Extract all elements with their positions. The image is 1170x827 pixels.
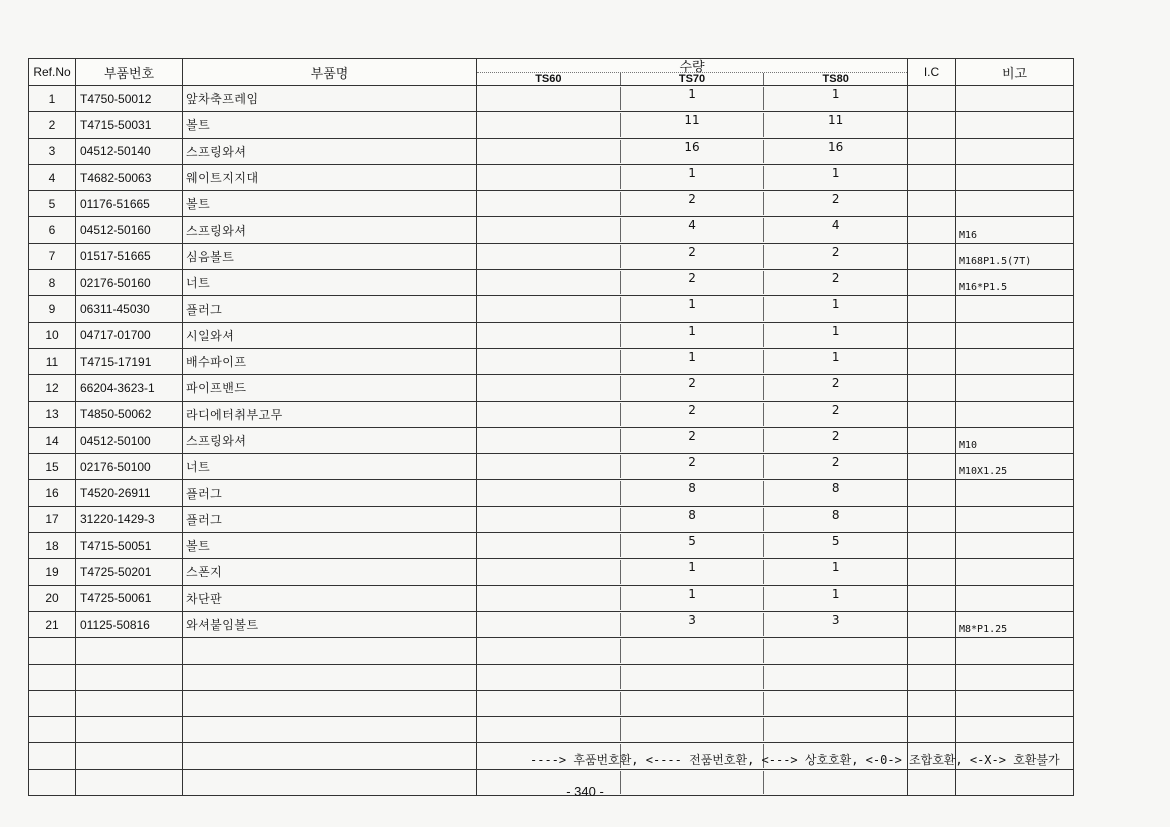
- quantity-columns: [477, 297, 907, 320]
- qty-ts80: 2: [831, 244, 840, 259]
- qty-ts80: 5: [831, 534, 840, 549]
- table-row: [29, 86, 1074, 112]
- note-cell: [956, 559, 1074, 585]
- part-name-cell: 파이프밴드: [183, 375, 477, 401]
- ic-cell: [908, 638, 956, 664]
- quantity-cell: [477, 348, 908, 374]
- part-number-cell: T4682-50063: [76, 164, 183, 190]
- table-row: [29, 112, 1074, 138]
- part-name-cell: 스폰지: [183, 559, 477, 585]
- qty-ts70: 2: [621, 192, 765, 215]
- qty-ts80: 2: [831, 455, 840, 470]
- note-cell: M8*P1.25: [956, 611, 1074, 637]
- page-number: - 340 -: [566, 784, 604, 799]
- ic-cell: [908, 270, 956, 296]
- qty-ts80: [764, 666, 907, 689]
- part-name-cell: [183, 690, 477, 716]
- header-model-columns: [477, 72, 907, 85]
- ref-no-cell: 17: [29, 506, 76, 532]
- ic-cell: [908, 243, 956, 269]
- quantity-cell: [477, 454, 908, 480]
- header-model-ts60: TS60: [477, 73, 621, 85]
- header-model-ts80: TS80: [822, 73, 849, 85]
- qty-ts80: 1: [831, 586, 840, 601]
- header-note: 비고: [956, 59, 1074, 86]
- qty-ts80: 8: [831, 481, 840, 496]
- quantity-cell: [477, 243, 908, 269]
- qty-ts80: 11: [828, 113, 844, 128]
- part-number-cell: [76, 638, 183, 664]
- quantity-columns: [477, 403, 907, 426]
- table-row: [29, 427, 1074, 453]
- part-number-cell: T4715-50031: [76, 112, 183, 138]
- ic-cell: [908, 217, 956, 243]
- qty-ts60: [477, 297, 621, 320]
- ref-no-cell: 19: [29, 559, 76, 585]
- qty-ts80: 1: [831, 165, 840, 180]
- ref-no-cell: 6: [29, 217, 76, 243]
- quantity-cell: [477, 270, 908, 296]
- qty-ts80: 2: [831, 428, 840, 443]
- part-number-cell: T4715-17191: [76, 348, 183, 374]
- part-number-cell: 02176-50160: [76, 270, 183, 296]
- part-number-cell: 66204-3623-1: [76, 375, 183, 401]
- quantity-columns: [477, 113, 907, 136]
- part-number-cell: 31220-1429-3: [76, 506, 183, 532]
- quantity-cell: [477, 164, 908, 190]
- qty-ts60: [477, 455, 621, 478]
- part-name-cell: 와셔붙임볼트: [183, 611, 477, 637]
- qty-ts60: [477, 403, 621, 426]
- note-cell: [956, 480, 1074, 506]
- qty-ts80: 1: [831, 297, 840, 312]
- qty-ts80: 3: [831, 612, 840, 627]
- part-name-cell: 차단판: [183, 585, 477, 611]
- quantity-cell: [477, 611, 908, 637]
- ic-cell: [908, 191, 956, 217]
- quantity-cell: [477, 375, 908, 401]
- quantity-columns: [477, 429, 907, 452]
- note-cell: [956, 86, 1074, 112]
- part-name-cell: 너트: [183, 270, 477, 296]
- ic-cell: [908, 401, 956, 427]
- qty-ts60: [477, 192, 621, 215]
- part-number-cell: [76, 690, 183, 716]
- qty-ts70: [621, 639, 765, 662]
- note-cell: [956, 717, 1074, 743]
- table-row: [29, 296, 1074, 322]
- part-number-cell: 04717-01700: [76, 322, 183, 348]
- ref-no-cell: 9: [29, 296, 76, 322]
- ic-cell: [908, 533, 956, 559]
- quantity-columns: [477, 508, 907, 531]
- ic-cell: [908, 454, 956, 480]
- ic-cell: [908, 86, 956, 112]
- quantity-columns: [477, 481, 907, 504]
- qty-ts80: 1: [831, 323, 840, 338]
- part-name-cell: 스프링와셔: [183, 427, 477, 453]
- ic-cell: [908, 375, 956, 401]
- qty-ts70: [621, 692, 765, 715]
- qty-ts70: 1: [621, 324, 765, 347]
- ref-no-cell: [29, 690, 76, 716]
- quantity-columns: [477, 587, 907, 610]
- ic-cell: [908, 427, 956, 453]
- qty-ts70: 4: [621, 218, 765, 241]
- quantity-cell: [477, 86, 908, 112]
- quantity-columns: [477, 87, 907, 110]
- table-header-row: [29, 59, 1074, 86]
- ref-no-cell: 12: [29, 375, 76, 401]
- ic-cell: [908, 559, 956, 585]
- quantity-columns: [477, 192, 907, 215]
- part-name-cell: [183, 717, 477, 743]
- quantity-cell: [477, 401, 908, 427]
- quantity-columns: [477, 560, 907, 583]
- qty-ts60: [477, 481, 621, 504]
- note-cell: [956, 375, 1074, 401]
- qty-ts60: [477, 140, 621, 163]
- quantity-columns: [477, 376, 907, 399]
- table-row: [29, 638, 1074, 664]
- qty-ts80: 1: [831, 560, 840, 575]
- header-ref-no: Ref.No: [29, 59, 76, 86]
- note-cell: [956, 401, 1074, 427]
- qty-ts70: 3: [621, 613, 765, 636]
- ic-cell: [908, 112, 956, 138]
- part-number-cell: 06311-45030: [76, 296, 183, 322]
- part-number-cell: T4750-50012: [76, 86, 183, 112]
- part-number-cell: 01176-51665: [76, 191, 183, 217]
- part-number-cell: 04512-50100: [76, 427, 183, 453]
- qty-ts70: 11: [621, 113, 765, 136]
- qty-ts70: 1: [621, 350, 765, 373]
- ref-no-cell: 21: [29, 611, 76, 637]
- table-row: [29, 585, 1074, 611]
- qty-ts70: 1: [621, 297, 765, 320]
- qty-ts60: [477, 271, 621, 294]
- note-cell: M168P1.5(7T): [956, 243, 1074, 269]
- ic-cell: [908, 480, 956, 506]
- qty-ts60: [477, 692, 621, 715]
- qty-ts60: [477, 613, 621, 636]
- note-cell: [956, 533, 1074, 559]
- ref-no-cell: 16: [29, 480, 76, 506]
- quantity-cell: [477, 559, 908, 585]
- qty-ts70: 2: [621, 376, 765, 399]
- ref-no-cell: 13: [29, 401, 76, 427]
- qty-ts80: 1: [831, 87, 840, 101]
- table-row: [29, 690, 1074, 716]
- quantity-columns: [477, 666, 907, 689]
- table-row: [29, 664, 1074, 690]
- qty-ts60: [477, 218, 621, 241]
- qty-ts70: 8: [621, 508, 765, 531]
- table-row: [29, 506, 1074, 532]
- quantity-cell: [477, 191, 908, 217]
- qty-ts60: [477, 639, 621, 662]
- table-row: [29, 164, 1074, 190]
- quantity-columns: [477, 166, 907, 189]
- ref-no-cell: 4: [29, 164, 76, 190]
- quantity-cell: [477, 533, 908, 559]
- part-name-cell: 심음볼트: [183, 243, 477, 269]
- ref-no-cell: 3: [29, 138, 76, 164]
- ref-no-cell: 8: [29, 270, 76, 296]
- table-row: [29, 559, 1074, 585]
- part-number-cell: [76, 717, 183, 743]
- table-row: [29, 217, 1074, 243]
- part-number-cell: T4850-50062: [76, 401, 183, 427]
- note-cell: [956, 664, 1074, 690]
- part-name-cell: [183, 638, 477, 664]
- qty-ts80: 16: [828, 139, 844, 154]
- table-row: [29, 270, 1074, 296]
- qty-ts70: 2: [621, 455, 765, 478]
- qty-ts80: 4: [831, 218, 840, 233]
- ic-cell: [908, 322, 956, 348]
- qty-ts70: 2: [621, 429, 765, 452]
- table-row: [29, 401, 1074, 427]
- qty-ts70: [621, 718, 765, 741]
- note-cell: [956, 690, 1074, 716]
- qty-ts60: [477, 587, 621, 610]
- qty-ts70: 16: [621, 140, 765, 163]
- ic-cell: [908, 296, 956, 322]
- part-name-cell: 웨이트지지대: [183, 164, 477, 190]
- ref-no-cell: [29, 743, 76, 769]
- quantity-cell: [477, 322, 908, 348]
- ref-no-cell: 5: [29, 191, 76, 217]
- ic-cell: [908, 138, 956, 164]
- quantity-columns: [477, 218, 907, 241]
- qty-ts60: [477, 508, 621, 531]
- qty-ts60: [477, 350, 621, 373]
- quantity-columns: [477, 718, 907, 741]
- ref-no-cell: 10: [29, 322, 76, 348]
- header-model-ts70: TS70: [621, 73, 765, 85]
- ref-no-cell: 2: [29, 112, 76, 138]
- qty-ts60: [477, 376, 621, 399]
- qty-ts60: [477, 87, 621, 110]
- qty-ts60: [477, 534, 621, 557]
- qty-ts60: [477, 666, 621, 689]
- table-row: [29, 480, 1074, 506]
- part-number-cell: 01517-51665: [76, 243, 183, 269]
- table-row: [29, 375, 1074, 401]
- part-name-cell: [183, 743, 477, 769]
- quantity-cell: [477, 638, 908, 664]
- qty-ts80: 8: [831, 507, 840, 522]
- ic-cell: [908, 611, 956, 637]
- ref-no-cell: 20: [29, 585, 76, 611]
- part-number-cell: T4725-50201: [76, 559, 183, 585]
- ic-cell: [908, 164, 956, 190]
- qty-ts60: [477, 113, 621, 136]
- part-name-cell: [183, 664, 477, 690]
- table-row: [29, 533, 1074, 559]
- qty-ts70: 2: [621, 271, 765, 294]
- part-name-cell: 라디에터취부고무: [183, 401, 477, 427]
- ref-no-cell: [29, 638, 76, 664]
- part-number-cell: 02176-50100: [76, 454, 183, 480]
- qty-ts70: 5: [621, 534, 765, 557]
- interchangeability-legend: ----> 후품번호환, <---- 전품번호환, <---> 상호호환, <-0-> 조합호환, <-X-> 호환불가: [530, 753, 1060, 767]
- quantity-cell: [477, 717, 908, 743]
- qty-ts80: [764, 692, 907, 715]
- table-row: [29, 322, 1074, 348]
- ref-no-cell: 11: [29, 348, 76, 374]
- ref-no-cell: 7: [29, 243, 76, 269]
- ic-cell: [908, 664, 956, 690]
- part-number-cell: T4520-26911: [76, 480, 183, 506]
- ic-cell: [908, 348, 956, 374]
- part-name-cell: 배수파이프: [183, 348, 477, 374]
- part-number-cell: T4715-50051: [76, 533, 183, 559]
- ic-cell: [908, 717, 956, 743]
- quantity-cell: [477, 138, 908, 164]
- ref-no-cell: 18: [29, 533, 76, 559]
- qty-ts60: [477, 166, 621, 189]
- quantity-columns: [477, 613, 907, 636]
- quantity-columns: [477, 324, 907, 347]
- quantity-columns: [477, 245, 907, 268]
- header-quantity-label: 수량: [679, 60, 705, 75]
- part-name-cell: 볼트: [183, 191, 477, 217]
- table-row: [29, 138, 1074, 164]
- qty-ts70: 1: [621, 166, 765, 189]
- table-row: [29, 717, 1074, 743]
- note-cell: M10X1.25: [956, 454, 1074, 480]
- part-name-cell: 스프링와셔: [183, 138, 477, 164]
- part-name-cell: 시일와셔: [183, 322, 477, 348]
- table-row: [29, 243, 1074, 269]
- quantity-cell: [477, 217, 908, 243]
- note-cell: [956, 348, 1074, 374]
- note-cell: [956, 112, 1074, 138]
- ic-cell: [908, 506, 956, 532]
- qty-ts80: 2: [831, 402, 840, 417]
- table-row: [29, 191, 1074, 217]
- note-cell: [956, 164, 1074, 190]
- qty-ts60: [477, 245, 621, 268]
- quantity-cell: [477, 480, 908, 506]
- qty-ts70: 1: [621, 87, 765, 110]
- qty-ts70: 2: [621, 245, 765, 268]
- table-row: [29, 611, 1074, 637]
- part-name-cell: 너트: [183, 454, 477, 480]
- qty-ts70: [621, 666, 765, 689]
- note-cell: [956, 138, 1074, 164]
- ref-no-cell: [29, 664, 76, 690]
- quantity-columns: [477, 271, 907, 294]
- quantity-cell: [477, 112, 908, 138]
- part-name-cell: 앞차축프레임: [183, 86, 477, 112]
- note-cell: M16*P1.5: [956, 270, 1074, 296]
- note-cell: M10: [956, 427, 1074, 453]
- quantity-columns: [477, 455, 907, 478]
- part-name-cell: 스프링와셔: [183, 217, 477, 243]
- note-cell: [956, 506, 1074, 532]
- part-name-cell: 플러그: [183, 480, 477, 506]
- part-number-cell: T4725-50061: [76, 585, 183, 611]
- quantity-columns: [477, 350, 907, 373]
- part-name-cell: 볼트: [183, 112, 477, 138]
- quantity-cell: [477, 585, 908, 611]
- note-cell: [956, 322, 1074, 348]
- part-number-cell: [76, 664, 183, 690]
- note-cell: [956, 191, 1074, 217]
- qty-ts80: 2: [831, 192, 840, 207]
- ref-no-cell: 1: [29, 86, 76, 112]
- qty-ts70: 8: [621, 481, 765, 504]
- quantity-columns: [477, 534, 907, 557]
- qty-ts80: [764, 639, 907, 662]
- ic-cell: [908, 585, 956, 611]
- part-number-cell: 04512-50140: [76, 138, 183, 164]
- part-number-cell: [76, 743, 183, 769]
- ref-no-cell: 14: [29, 427, 76, 453]
- quantity-cell: [477, 690, 908, 716]
- qty-ts80: 2: [831, 376, 840, 391]
- qty-ts70: 1: [621, 587, 765, 610]
- quantity-columns: [477, 692, 907, 715]
- quantity-columns: [477, 639, 907, 662]
- part-name-cell: 플러그: [183, 506, 477, 532]
- table-row: [29, 454, 1074, 480]
- quantity-columns: [477, 140, 907, 163]
- part-number-cell: 01125-50816: [76, 611, 183, 637]
- header-part-no: 부품번호: [76, 59, 183, 86]
- qty-ts70: 1: [621, 560, 765, 583]
- ref-no-cell: [29, 717, 76, 743]
- parts-table: [28, 58, 1074, 796]
- qty-ts60: [477, 718, 621, 741]
- qty-ts60: [477, 560, 621, 583]
- qty-ts80: 2: [831, 271, 840, 286]
- quantity-cell: [477, 664, 908, 690]
- part-name-cell: 볼트: [183, 533, 477, 559]
- note-cell: [956, 638, 1074, 664]
- header-part-name: 부품명: [183, 59, 477, 86]
- part-number-cell: 04512-50160: [76, 217, 183, 243]
- note-cell: [956, 585, 1074, 611]
- quantity-cell: [477, 506, 908, 532]
- qty-ts70: 2: [621, 403, 765, 426]
- table-body: [29, 86, 1074, 796]
- header-quantity: [477, 59, 908, 86]
- qty-ts80: 1: [831, 349, 840, 364]
- qty-ts60: [477, 429, 621, 452]
- ref-no-cell: 15: [29, 454, 76, 480]
- ic-cell: [908, 690, 956, 716]
- note-cell: [956, 296, 1074, 322]
- part-name-cell: 플러그: [183, 296, 477, 322]
- qty-ts80: [764, 718, 907, 741]
- qty-ts60: [477, 324, 621, 347]
- quantity-cell: [477, 427, 908, 453]
- quantity-cell: [477, 296, 908, 322]
- header-ic: I.C: [908, 59, 956, 86]
- table-row: [29, 348, 1074, 374]
- note-cell: M16: [956, 217, 1074, 243]
